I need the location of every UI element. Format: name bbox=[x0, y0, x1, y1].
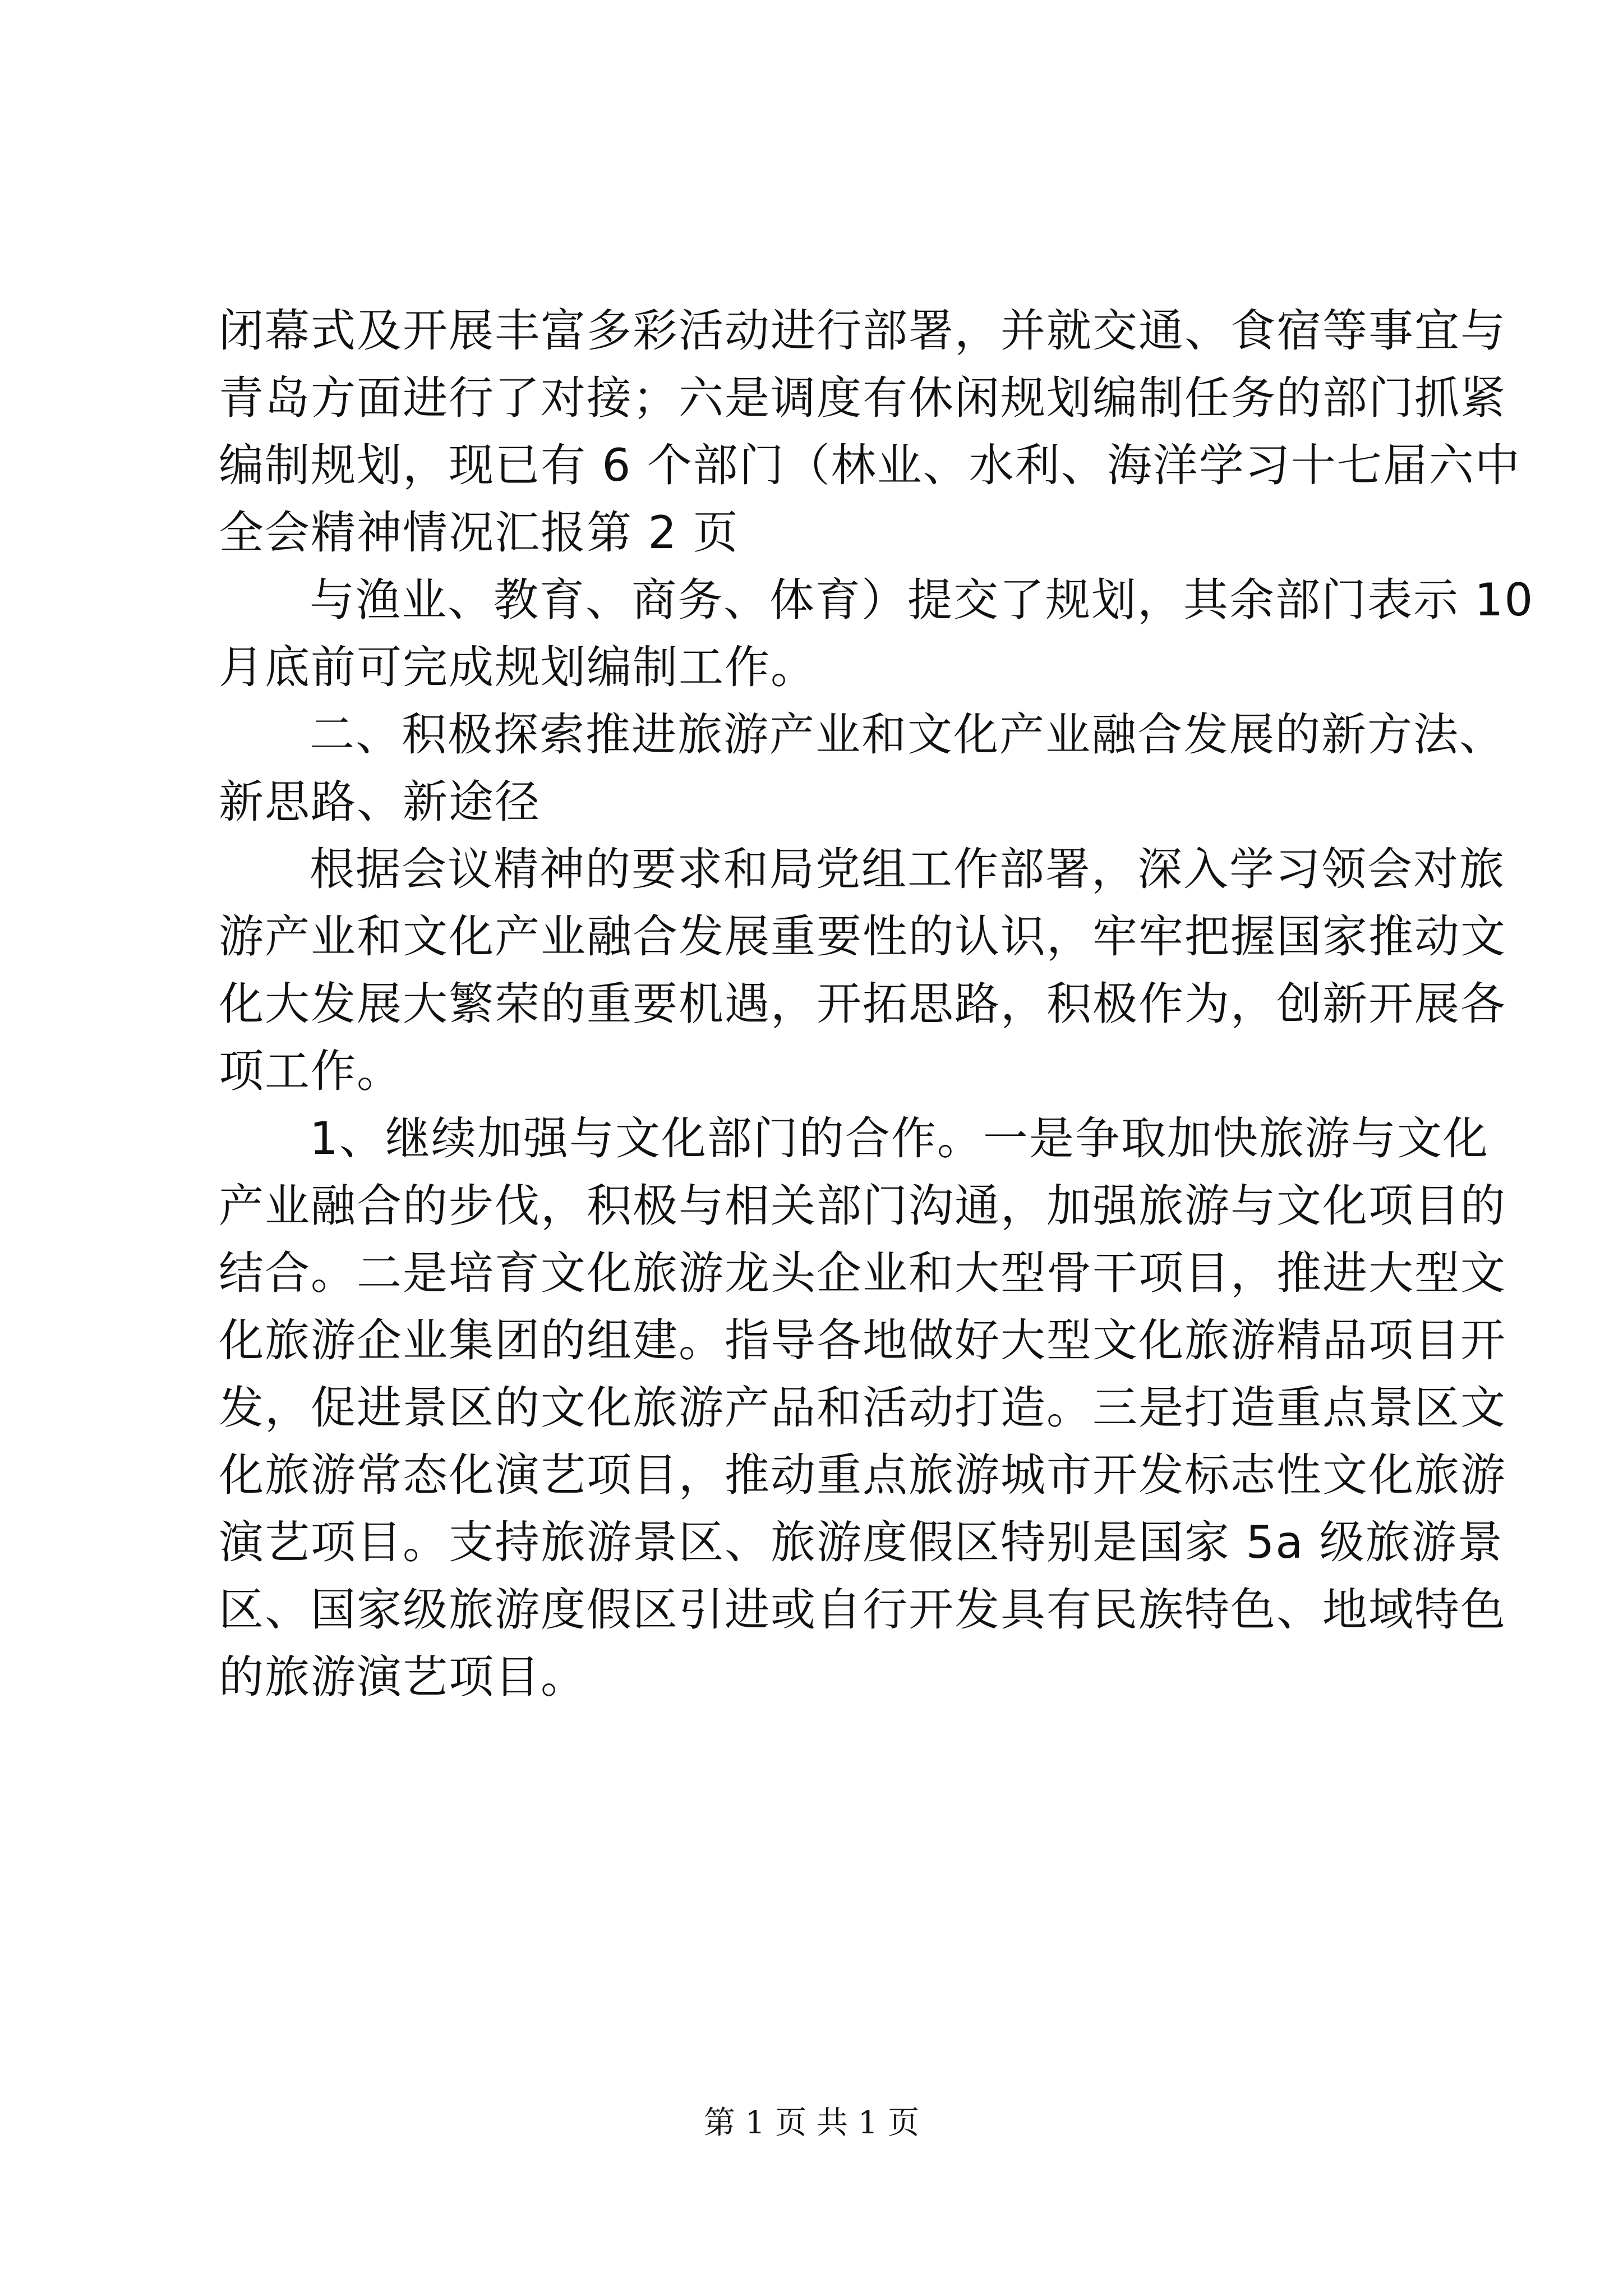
text-line: 与渔业、教育、商务、体育）提交了规划，其余部门表示 10 bbox=[310, 574, 1534, 626]
text-line: 全会精神情况汇报第 2 页 bbox=[219, 507, 739, 559]
text-line: 化旅游常态化演艺项目，推动重点旅游城市开发标志性文化旅游 bbox=[219, 1449, 1506, 1501]
text-line: 1、继续加强与文化部门的合作。一是争取加快旅游与文化 bbox=[310, 1112, 1489, 1165]
page-footer: 第 1 页 共 1 页 bbox=[703, 2105, 920, 2141]
text-line: 发，促进景区的文化旅游产品和活动打造。三是打造重点景区文 bbox=[219, 1382, 1506, 1434]
text-line: 区、国家级旅游度假区引进或自行开发具有民族特色、地域特色 bbox=[219, 1584, 1506, 1636]
text-line: 化旅游企业集团的组建。指导各地做好大型文化旅游精品项目开 bbox=[219, 1314, 1506, 1366]
text-line: 新思路、新途径 bbox=[219, 776, 541, 828]
document-body bbox=[219, 297, 1534, 1711]
text-line: 演艺项目。支持旅游景区、旅游度假区特别是国家 5a 级旅游景 bbox=[219, 1516, 1504, 1568]
text-line: 闭幕式及开展丰富多彩活动进行部署，并就交通、食宿等事宜与 bbox=[219, 305, 1506, 357]
text-line: 化大发展大繁荣的重要机遇，开拓思路，积极作为，创新开展各 bbox=[219, 978, 1506, 1030]
text-line: 根据会议精神的要求和局党组工作部署，深入学习领会对旅 bbox=[310, 843, 1505, 895]
text-line: 产业融合的步伐，积极与相关部门沟通，加强旅游与文化项目的 bbox=[219, 1180, 1506, 1232]
text-line: 月底前可完成规划编制工作。 bbox=[219, 641, 817, 693]
text-line: 项工作。 bbox=[219, 1045, 403, 1097]
text-line: 青岛方面进行了对接；六是调度有休闲规划编制任务的部门抓紧 bbox=[219, 372, 1506, 424]
text-line: 游产业和文化产业融合发展重要性的认识，牢牢把握国家推动文 bbox=[219, 910, 1506, 963]
text-line: 结合。二是培育文化旅游龙头企业和大型骨干项目，推进大型文 bbox=[219, 1247, 1506, 1299]
text-line: 二、积极探索推进旅游产业和文化产业融合发展的新方法、 bbox=[310, 708, 1505, 761]
text-line: 编制规划，现已有 6 个部门（林业、水利、海洋学习十七届六中 bbox=[219, 439, 1521, 491]
text-line: 的旅游演艺项目。 bbox=[219, 1651, 587, 1703]
